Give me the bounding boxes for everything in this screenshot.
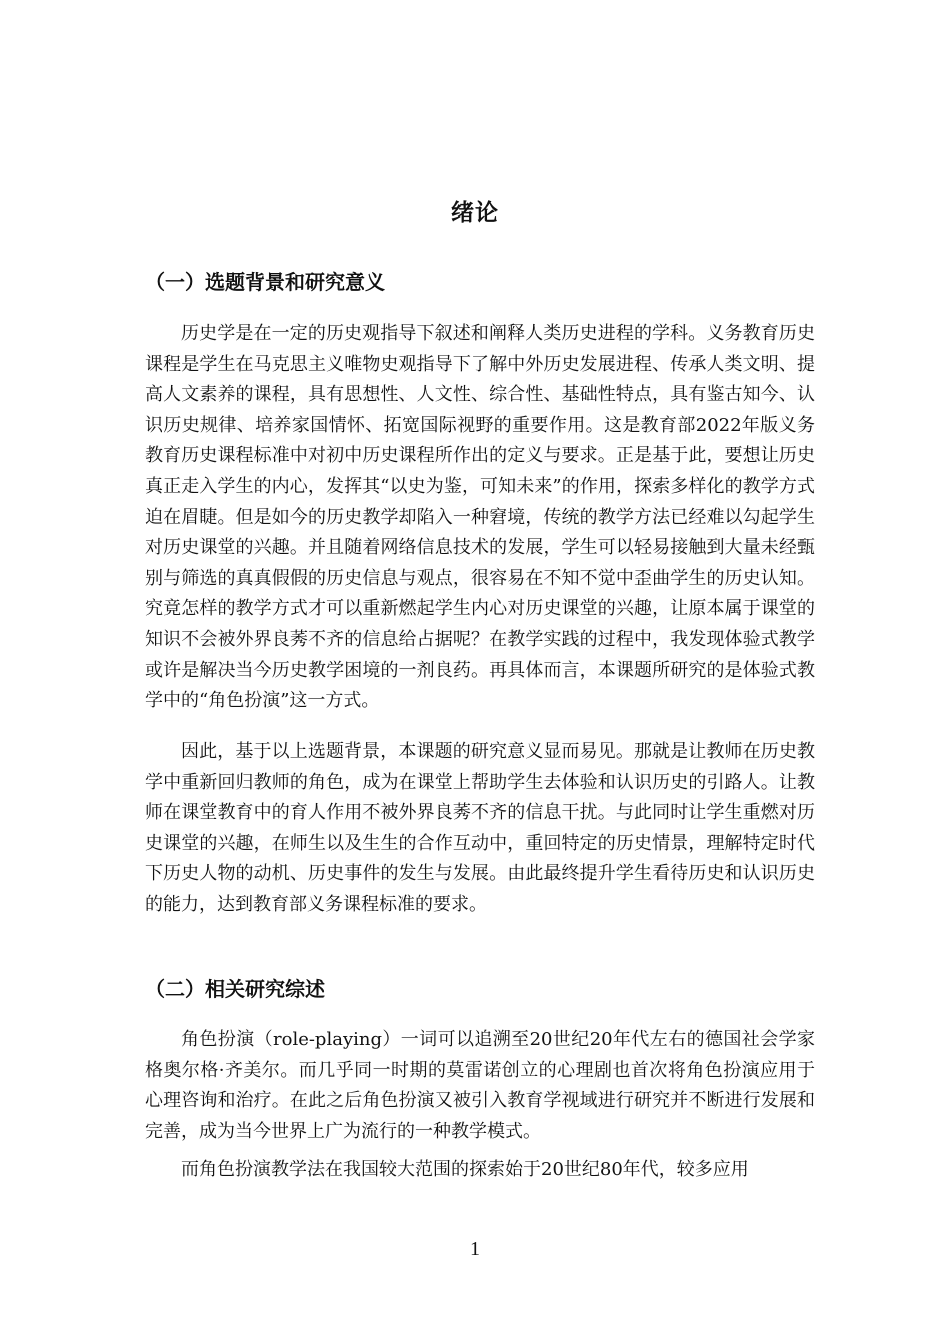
section-heading-background: （一）选题背景和研究意义 bbox=[145, 270, 385, 294]
paragraph-background: 历史学是在一定的历史观指导下叙述和阐释人类历史进程的学科。义务教育历史课程是学生在马克思主义唯物史观指导下了解中外历史发展进程、传承人类文明、提高人文素养的课程，具有思想性、人文性、综合性、基础性特点，具有鉴古知今、认识历史规律、培养家国情怀、拓宽国际视野的重要作用。这是教育部2022年版义务教育历史课程标准中对初中历史课程所作出的定义与要求。正是基于此，要想让历史真正走入学生的内心，发挥其“以史为鉴，可知未来”的作用，探索多样化的教学方式迫在眉睫。但是如今的历史教学却陷入一种窘境，传统的教学方法已经难以勾起学生对历史课堂的兴趣。并且随着网络信息技术的发展，学生可以轻易接触到大量未经甄别与筛选的真真假假的历史信息与观点，很容易在不知不觉中歪曲学生的历史认知。究竟怎样的教学方式才可以重新燃起学生内心对历史课堂的兴趣，让原本属于课堂的知识不会被外界良莠不齐的信息给占据呢？在教学实践的过程中，我发现体验式教学或许是解决当今历史教学困境的一剂良药。再具体而言，本课题所研究的是体验式教学中的“角色扮演”这一方式。 bbox=[145, 323, 815, 712]
section-heading-review: （二）相关研究综述 bbox=[145, 977, 325, 1001]
paragraph-significance: 因此，基于以上选题背景，本课题的研究意义显而易见。那就是让教师在历史教学中重新回归教师的角色，成为在课堂上帮助学生去体验和认识历史的引路人。让教师在课堂教育中的育人作用不被外界良莠不齐的信息干扰。与此同时让学生重燃对历史课堂的兴趣，在师生以及生生的合作互动中，重回特定的历史情景，理解特定时代下历史人物的动机、历史事件的发生与发展。由此最终提升学生看待历史和认识历史的能力，达到教育部义务课程标准的要求。 bbox=[145, 741, 815, 915]
paragraph-review-1: 角色扮演（role-playing）一词可以追溯至20世纪20年代左右的德国社会学家格奥尔格·齐美尔。而几乎同一时期的莫雷诺创立的心理剧也首次将角色扮演应用于心理咨询和治疗。在此之后角色扮演又被引入教育学视域进行研究并不断进行发展和完善，成为当今世界上广为流行的一种教学模式。 bbox=[145, 1029, 815, 1142]
page-number: 1 bbox=[470, 1238, 480, 1260]
page-title: 绪论 bbox=[451, 200, 499, 226]
paragraph-review-2: 而角色扮演教学法在我国较大范围的探索始于20世纪80年代，较多应用 bbox=[181, 1159, 749, 1180]
